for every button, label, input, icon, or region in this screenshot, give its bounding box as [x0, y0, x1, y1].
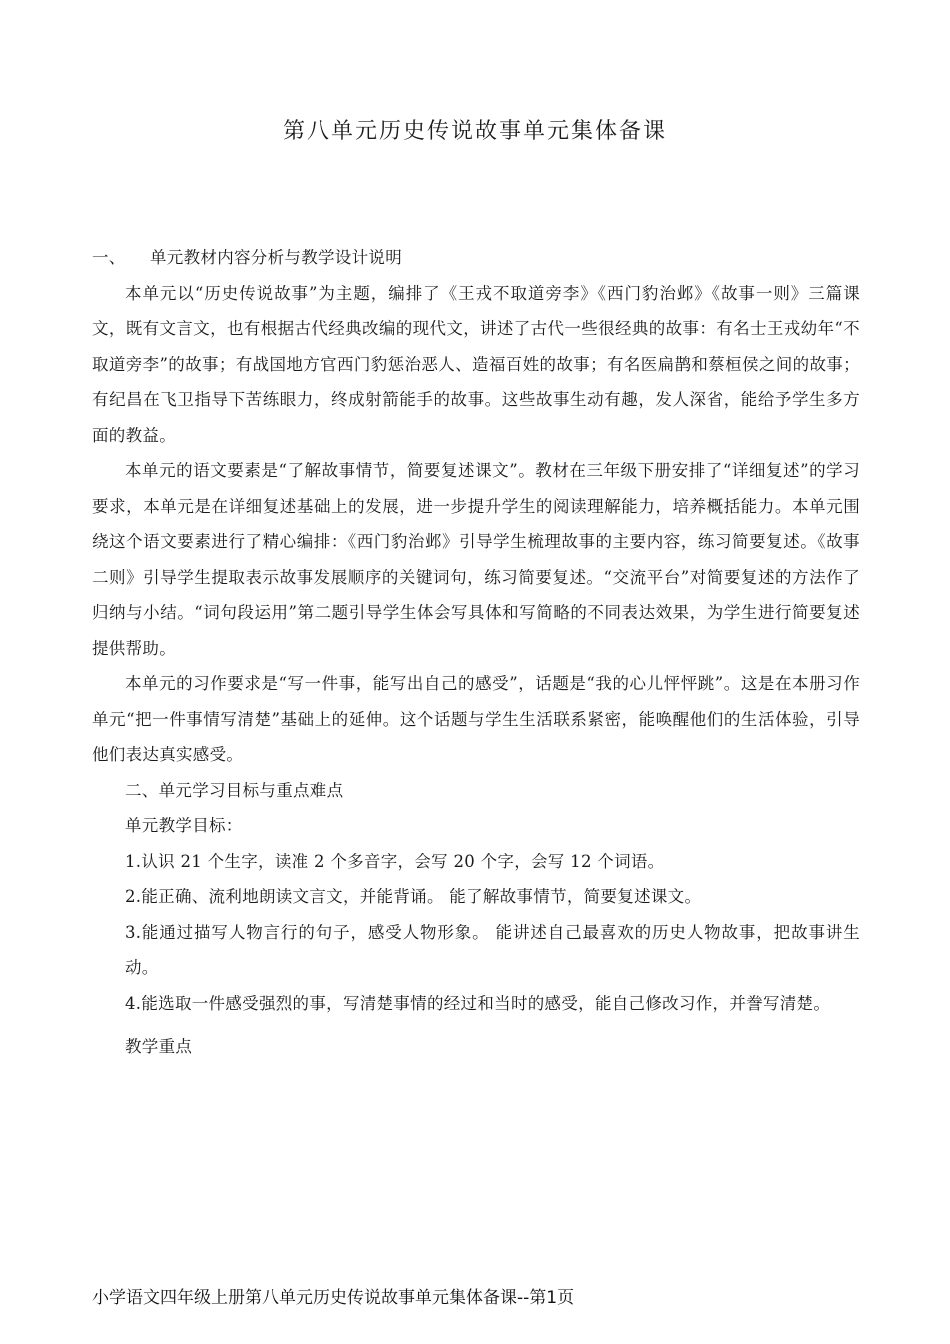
page-footer: 小学语文四年级上册第八单元历史传说故事单元集体备课--第1页 [92, 1288, 575, 1308]
document-title: 第八单元历史传说故事单元集体备课 [282, 119, 667, 144]
goal-item-2: 2.能正确、流利地朗读文言文，并能背诵。 能了解故事情节，简要复述课文。 [125, 887, 702, 906]
section-one-number: 一、 [92, 248, 126, 267]
goal-item-3: 3.能通过描写人物言行的句子，感受人物形象。 能讲述自己最喜欢的历史人物故事，把故事讲生动。 [125, 922, 860, 977]
goals-heading: 单元教学目标： [125, 816, 243, 835]
paragraph-writing-requirements: 本单元的习作要求是“写一件事，能写出自己的感受”，话题是“我的心儿怦怦跳”。这是在本册习作单元“把一件事情写清楚”基础上的延伸。这个话题与学生生活联系紧密，能唤醒他们的生活体验，引导他们表达真实感受。 [92, 674, 860, 764]
paragraph-language-elements: 本单元的语文要素是“了解故事情节，简要复述课文”。教材在三年级下册安排了“详细复述”的学习要求，本单元是在详细复述基础上的发展，进一步提升学生的阅读理解能力，培养概括能力。本单元围绕这个语文要素进行了精心编排：《西门豹治邺》引导学生梳理故事的主要内容，练习简要复述。《故事二则》引导学生提取表示故事发展顺序的关键词句，练习简要复述。“交流平台”对简要复述的方法作了归纳与小结。“词句段运用”第二题引导学生体会写具体和写简略的不同表达效果，为学生进行简要复述提供帮助。 [92, 461, 860, 658]
section-one-title: 单元教材内容分析与教学设计说明 [150, 248, 402, 267]
section-one-heading [92, 240, 860, 276]
paragraph-unit-theme: 本单元以“历史传说故事”为主题，编排了《王戎不取道旁李》《西门豹治邺》《故事一则》三篇课文，既有文言文，也有根据古代经典改编的现代文，讲述了古代一些很经典的故事：有名士王戎幼年“不取道旁李”的故事；有战国地方官西门豹惩治恶人、造福百姓的故事；有名医扁鹊和蔡桓侯之间的故事；有纪昌在飞卫指导下苦练眼力，终成射箭能手的故事。这些故事生动有趣，发人深省，能给予学生多方面的教益。 [92, 283, 860, 445]
document-body [92, 240, 860, 1065]
section-two-heading: 二、单元学习目标与重点难点 [125, 780, 344, 800]
goal-item-4: 4.能选取一件感受强烈的事，写清楚事情的经过和当时的感受，能自己修改习作，并誊写清楚。 [125, 993, 831, 1013]
goal-item-1: 1.认识 21 个生字，读准 2 个多音字，会写 20 个字，会写 12 个词语。 [125, 851, 665, 871]
key-points-heading: 教学重点 [125, 1037, 193, 1056]
